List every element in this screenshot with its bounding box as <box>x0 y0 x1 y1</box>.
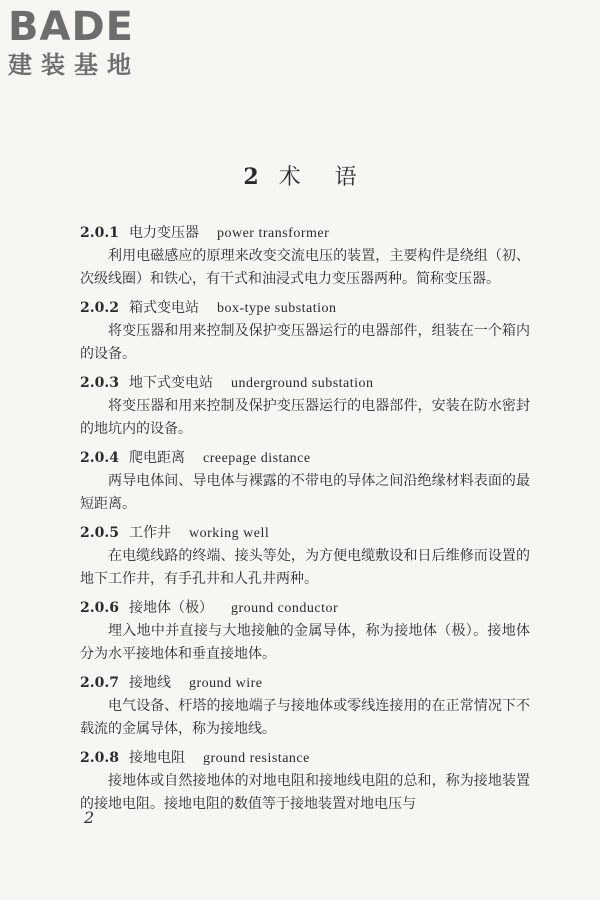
term-number: 2.0.7 <box>80 675 119 691</box>
term-chinese: 地下式变电站 <box>128 375 213 391</box>
term-definition: 将变压器和用来控制及保护变压器运行的电器部件，安装在防水密封的地坑内的设备。 <box>80 398 530 437</box>
term-definition: 接地体或自然接地体的对地电阻和接地线电阻的总和，称为接地装置的接地电阻。接地电阻的数值等于接地装置对地电压与 <box>80 773 530 812</box>
term-number: 2.0.4 <box>80 450 119 466</box>
logo-subtitle: 建装基地 <box>8 51 140 79</box>
term-definition: 将变压器和用来控制及保护变压器运行的电器部件，组装在一个箱内的设备。 <box>80 323 530 362</box>
chapter-title-part2: 语 <box>334 165 357 190</box>
term-item <box>80 522 530 591</box>
term-definition: 利用电磁感应的原理来改变交流电压的装置，主要构件是绕组（初、次级线圈）和铁心，有干式和油浸式电力变压器两种。简称变压器。 <box>80 248 530 287</box>
term-heading <box>80 372 530 395</box>
term-item <box>80 222 530 291</box>
term-english: working well <box>188 526 270 541</box>
term-heading <box>80 447 530 470</box>
term-item <box>80 297 530 366</box>
term-number: 2.0.8 <box>80 750 119 766</box>
chapter-number: 2 <box>243 164 259 190</box>
terms-list <box>80 222 530 822</box>
logo <box>8 6 140 80</box>
logo-wordmark: BADE <box>8 4 134 50</box>
term-number: 2.0.1 <box>80 225 119 241</box>
term-item <box>80 372 530 441</box>
term-english: box-type substation <box>216 301 337 316</box>
term-heading <box>80 522 530 545</box>
term-number: 2.0.6 <box>80 600 119 616</box>
term-chinese: 爬电距离 <box>128 450 185 466</box>
term-chinese: 接地线 <box>128 675 171 691</box>
term-english: ground conductor <box>230 601 339 616</box>
term-definition: 电气设备、杆塔的接地端子与接地体或零线连接用的在正常情况下不载流的金属导体，称为接地线。 <box>80 698 530 737</box>
chapter-title <box>0 160 600 191</box>
term-heading <box>80 747 530 770</box>
term-definition: 在电缆线路的终端、接头等处，为方便电缆敷设和日后维修而设置的地下工作井，有手孔井和人孔井两种。 <box>80 548 530 587</box>
term-heading <box>80 672 530 695</box>
term-number: 2.0.3 <box>80 375 119 391</box>
term-english: power transformer <box>216 226 330 241</box>
term-number: 2.0.5 <box>80 525 119 541</box>
term-chinese: 接地体（极） <box>128 600 213 616</box>
term-number: 2.0.2 <box>80 300 119 316</box>
term-english: ground wire <box>188 676 263 691</box>
term-english: ground resistance <box>202 751 310 766</box>
term-item <box>80 747 530 816</box>
term-heading <box>80 597 530 620</box>
term-heading <box>80 297 530 320</box>
term-definition: 埋入地中并直接与大地接触的金属导体，称为接地体（极）。接地体分为水平接地体和垂直接地体。 <box>80 623 530 662</box>
term-chinese: 工作井 <box>128 525 171 541</box>
term-definition: 两导电体间、导电体与裸露的不带电的导体之间沿绝缘材料表面的最短距离。 <box>80 473 530 512</box>
term-english: creepage distance <box>202 451 311 466</box>
chapter-title-part1: 术 <box>278 165 301 190</box>
term-chinese: 箱式变电站 <box>128 300 199 316</box>
page-number: 2 <box>84 808 95 827</box>
term-heading <box>80 222 530 245</box>
term-chinese: 接地电阻 <box>128 750 185 766</box>
term-item <box>80 672 530 741</box>
term-item <box>80 597 530 666</box>
term-item <box>80 447 530 516</box>
term-english: underground substation <box>230 376 374 391</box>
term-chinese: 电力变压器 <box>128 225 199 241</box>
